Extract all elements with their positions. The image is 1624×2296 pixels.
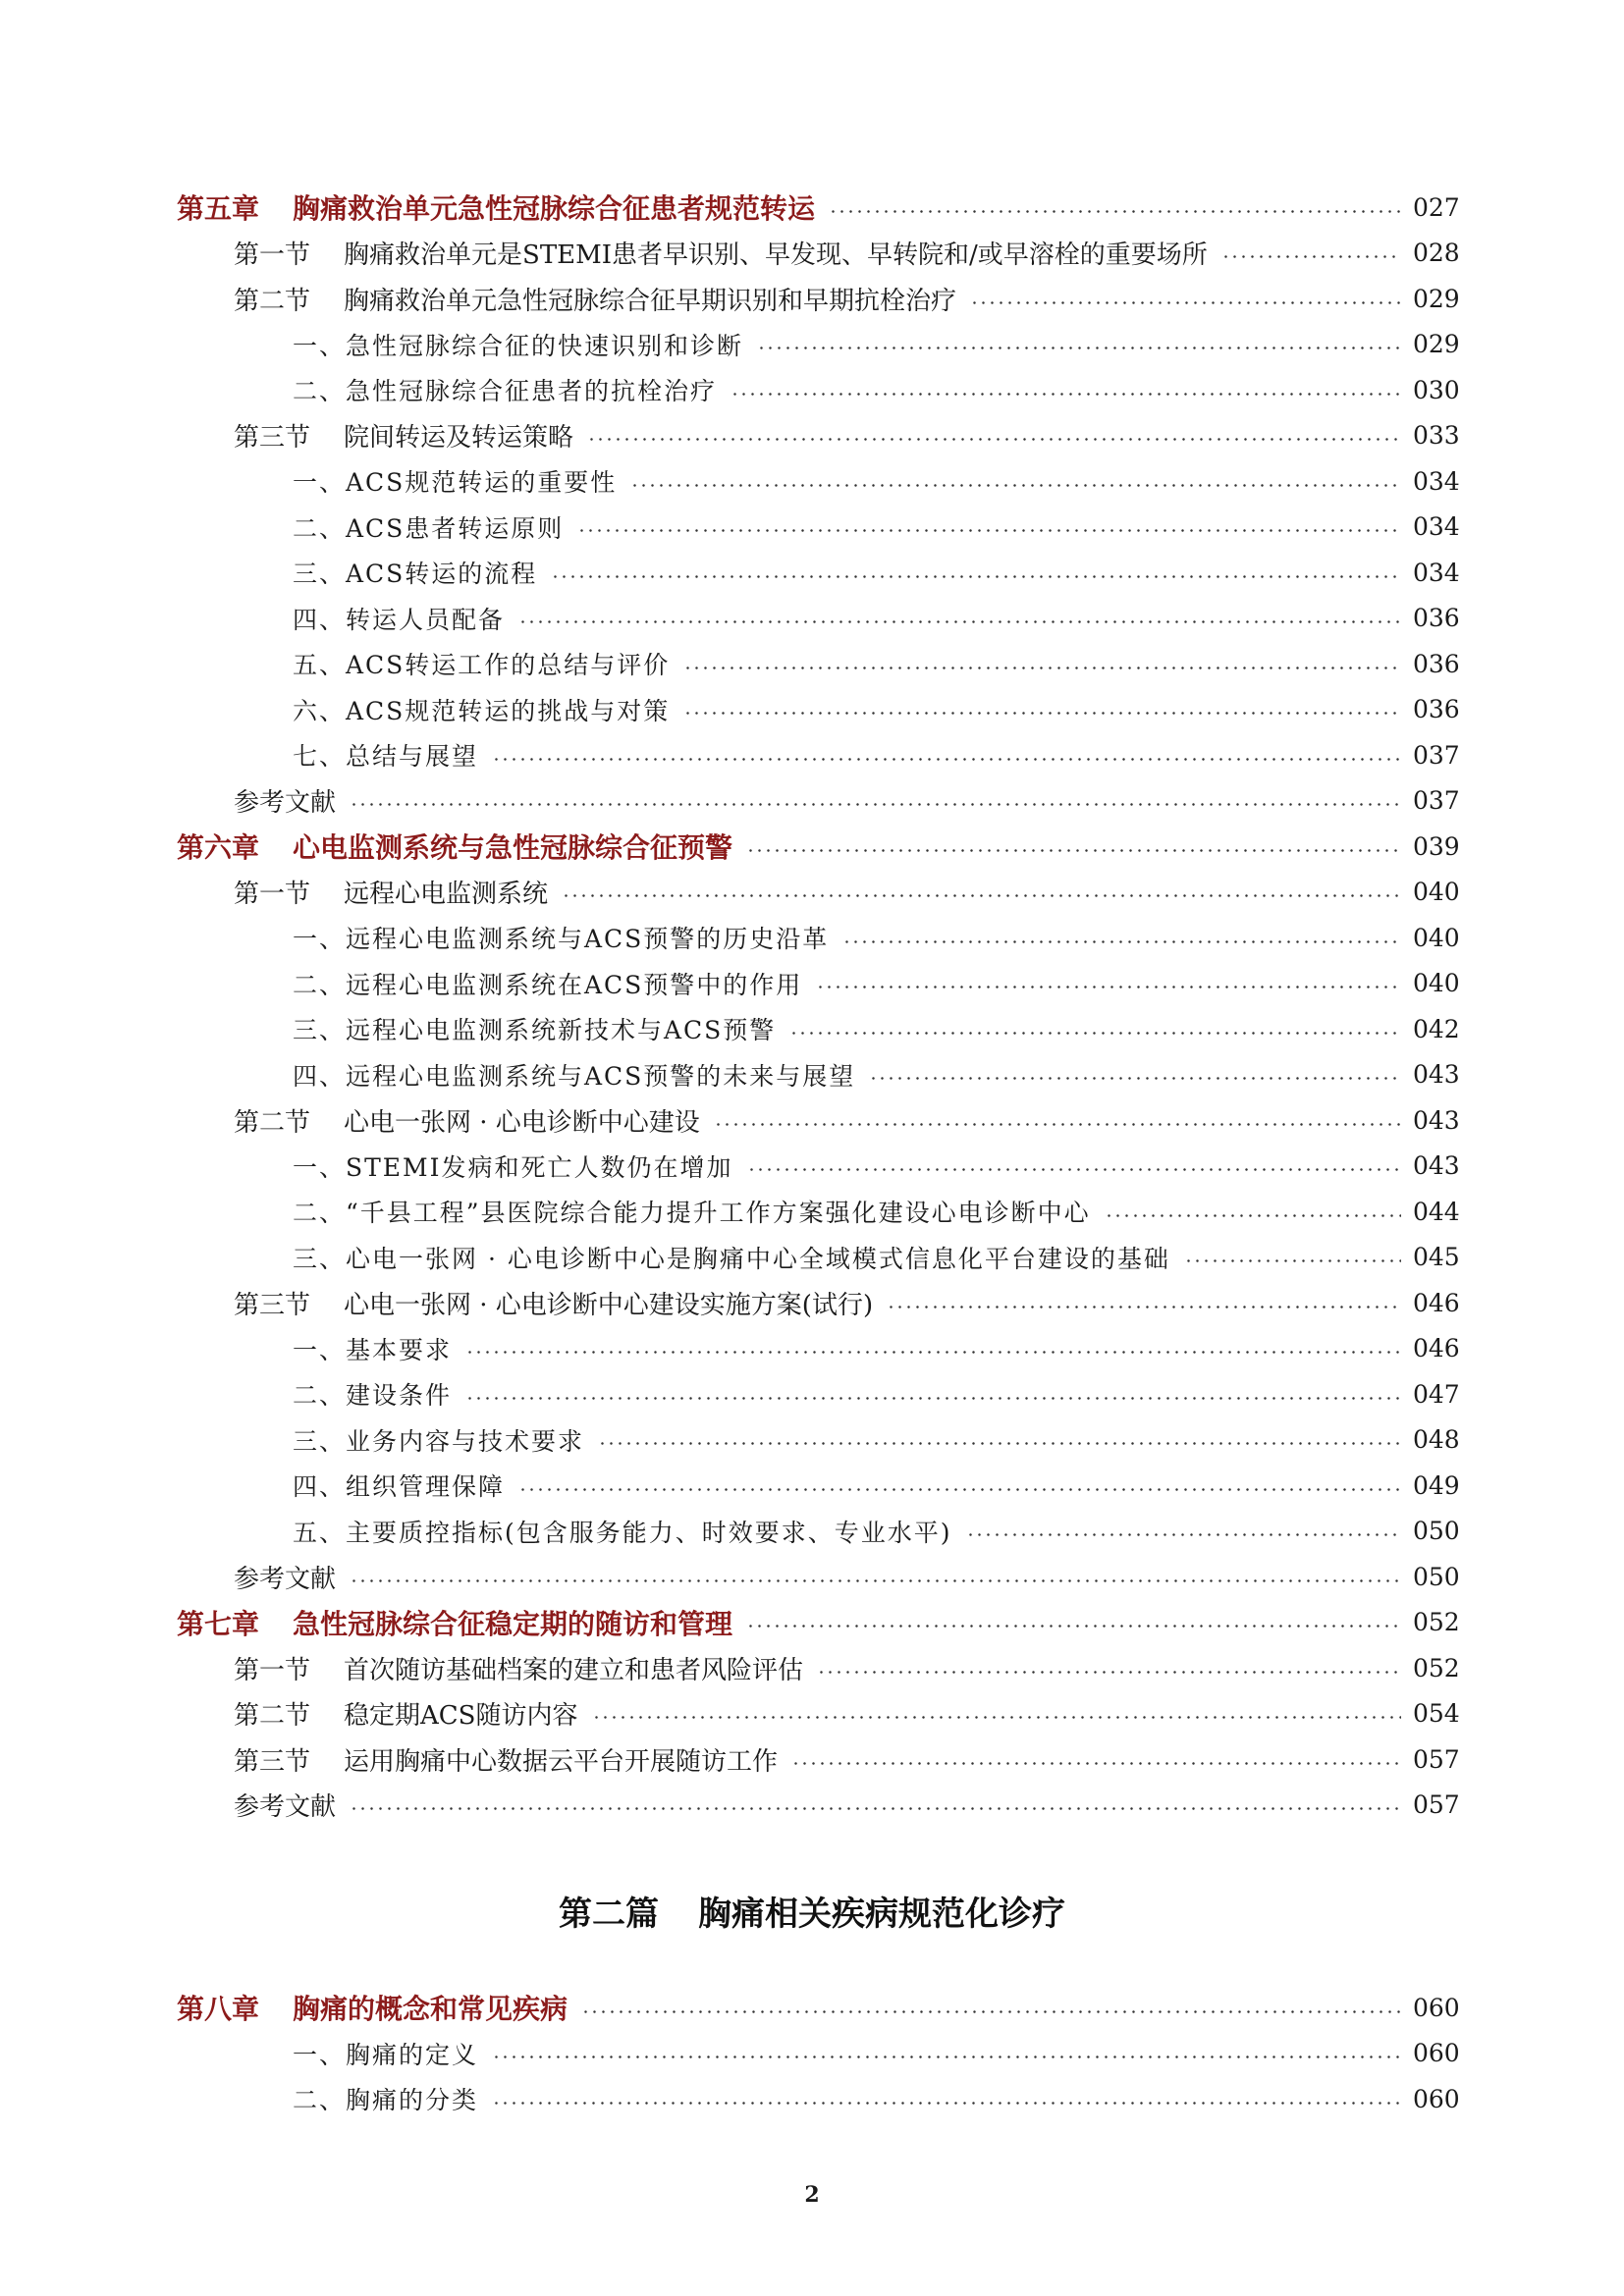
chapter-title: 胸痛的概念和常见疾病 (293, 1993, 568, 2026)
subsection-title: 二、胸痛的分类 (293, 2086, 479, 2115)
subsection-title: 一、ACS规范转运的重要性 (293, 468, 618, 498)
toc-subsection[interactable] (177, 2031, 1458, 2077)
leader-dots (518, 1488, 1401, 1491)
leader-dots (1184, 1259, 1401, 1262)
section-number: 第二节 (234, 1107, 311, 1138)
page-number: 060 (1413, 2084, 1460, 2113)
toc-subsection[interactable] (177, 550, 1458, 596)
toc-chapter[interactable] (177, 824, 1458, 870)
toc-subsection[interactable] (177, 1326, 1458, 1372)
page-number: 037 (1413, 786, 1460, 816)
toc-subsection[interactable] (177, 1189, 1458, 1235)
subsection-title: 二、ACS患者转运原则 (293, 513, 565, 543)
page-number: 044 (1413, 1197, 1460, 1226)
toc-subsection[interactable] (177, 915, 1458, 961)
part-title: 胸痛相关疾病规范化诊疗 (698, 1895, 1065, 1934)
leader-dots (587, 438, 1401, 441)
page-number: 040 (1413, 878, 1460, 907)
page-number: 027 (1413, 192, 1460, 222)
leader-dots (746, 849, 1401, 852)
leader-dots (551, 575, 1401, 578)
subsection-title: 三、远程心电监测系统新技术与ACS预警 (293, 1016, 777, 1045)
page-number: 046 (1413, 1334, 1460, 1363)
page-number: 054 (1413, 1699, 1460, 1729)
section-title: 远程心电监测系统 (344, 880, 549, 910)
toc-references[interactable] (177, 1554, 1458, 1600)
toc-subsection[interactable] (177, 687, 1458, 733)
section-title: 稳定期ACS随访内容 (344, 1701, 578, 1732)
page-number: 043 (1413, 1060, 1460, 1090)
toc-subsection[interactable] (177, 1463, 1458, 1509)
subsection-title: 三、心电一张网 · 心电诊断中心是胸痛中心全域模式信息化平台建设的基础 (293, 1244, 1170, 1273)
page-number: 049 (1413, 1470, 1460, 1500)
leader-dots (492, 758, 1401, 761)
leader-dots (714, 1123, 1401, 1126)
leader-dots (492, 2056, 1401, 2058)
chapter-number: 第五章 (177, 192, 260, 226)
toc-subsection[interactable] (177, 732, 1458, 778)
subsection-title: 三、ACS转运的流程 (293, 560, 538, 589)
subsection-title: 二、建设条件 (293, 1381, 453, 1411)
page-number: 036 (1413, 649, 1460, 678)
toc-subsection[interactable] (177, 1509, 1458, 1555)
toc-chapter[interactable] (177, 1600, 1458, 1646)
leader-dots (747, 1168, 1401, 1171)
page-number: 037 (1413, 740, 1460, 770)
toc-subsection[interactable] (177, 1144, 1458, 1190)
leader-dots (757, 347, 1401, 349)
leader-dots (465, 1351, 1401, 1354)
toc-section[interactable] (177, 1097, 1458, 1144)
leader-dots (350, 803, 1401, 806)
leader-dots (630, 484, 1401, 487)
page-number: 030 (1413, 375, 1460, 404)
toc-subsection[interactable] (177, 1052, 1458, 1098)
leader-dots (492, 2102, 1401, 2105)
chapter-title: 心电监测系统与急性冠脉综合征预警 (293, 831, 733, 865)
page-number: 034 (1413, 558, 1460, 587)
section-number: 第三节 (234, 423, 311, 454)
leader-dots (869, 1077, 1401, 1080)
part-heading (0, 1887, 1624, 1935)
leader-dots (581, 2010, 1401, 2013)
toc-list-part2 (177, 1985, 1458, 2122)
subsection-title: 一、STEMI发病和死亡人数仍在增加 (293, 1152, 733, 1182)
leader-dots (465, 1397, 1401, 1400)
subsection-title: 五、ACS转运工作的总结与评价 (293, 651, 671, 680)
page-number: 052 (1413, 1608, 1460, 1637)
page-number: 036 (1413, 695, 1460, 724)
section-title: 心电一张网 · 心电诊断中心建设实施方案(试行) (344, 1290, 874, 1320)
section-title: 胸痛救治单元急性冠脉综合征早期识别和早期抗栓治疗 (344, 286, 957, 316)
toc-subsection[interactable] (177, 961, 1458, 1007)
toc-chapter[interactable] (177, 1985, 1458, 2031)
section-number: 第一节 (234, 1655, 311, 1685)
toc-section[interactable] (177, 1280, 1458, 1326)
page-number: 050 (1413, 1517, 1460, 1546)
subsection-title: 二、“千县工程”县医院综合能力提升工作方案强化建设心电诊断中心 (293, 1199, 1091, 1228)
leader-dots (842, 940, 1401, 943)
subsection-title: 四、转运人员配备 (293, 605, 506, 634)
subsection-title: 一、胸痛的定义 (293, 2040, 479, 2069)
section-number: 第三节 (234, 1290, 311, 1320)
leader-dots (887, 1306, 1401, 1308)
page-number: 034 (1413, 466, 1460, 496)
page-number: 036 (1413, 604, 1460, 633)
page-number: 043 (1413, 1151, 1460, 1181)
page-number: 033 (1413, 421, 1460, 451)
page-number: 048 (1413, 1425, 1460, 1455)
subsection-title: 二、急性冠脉综合征患者的抗栓治疗 (293, 377, 718, 406)
page-number: 028 (1413, 239, 1460, 268)
chapter-title: 胸痛救治单元急性冠脉综合征患者规范转运 (293, 192, 816, 226)
toc-references[interactable] (177, 1783, 1458, 1829)
page-number: 050 (1413, 1562, 1460, 1591)
toc-subsection[interactable] (177, 1235, 1458, 1281)
section-title: 运用胸痛中心数据云平台开展随访工作 (344, 1746, 779, 1777)
chapter-number: 第七章 (177, 1607, 260, 1640)
page-number: 057 (1413, 1744, 1460, 1774)
section-title: 心电一张网 · 心电诊断中心建设 (344, 1107, 700, 1138)
subsection-title: 六、ACS规范转运的挑战与对策 (293, 696, 671, 725)
subsection-title: 二、远程心电监测系统在ACS预警中的作用 (293, 970, 803, 999)
leader-dots (1105, 1214, 1401, 1217)
leader-dots (562, 894, 1401, 897)
leader-dots (577, 529, 1401, 532)
section-number: 第二节 (234, 1701, 311, 1732)
leader-dots (829, 210, 1401, 213)
leader-dots (350, 1807, 1401, 1810)
leader-dots (816, 986, 1401, 988)
toc-subsection[interactable] (177, 2076, 1458, 2122)
toc-chapter[interactable] (177, 185, 1458, 231)
toc-section[interactable] (177, 276, 1458, 322)
subsection-title: 一、基本要求 (293, 1335, 453, 1364)
leader-dots (746, 1625, 1401, 1628)
page-number: 029 (1413, 330, 1460, 359)
page-number: 060 (1413, 2039, 1460, 2068)
chapter-title: 急性冠脉综合征稳定期的随访和管理 (293, 1607, 733, 1640)
toc-subsection[interactable] (177, 1006, 1458, 1052)
toc-section[interactable] (177, 231, 1458, 277)
references-title: 参考文献 (234, 1564, 337, 1594)
toc-subsection[interactable] (177, 641, 1458, 687)
page-number: 040 (1413, 969, 1460, 998)
page-number: 045 (1413, 1243, 1460, 1272)
page-number: 046 (1413, 1288, 1460, 1317)
toc-section[interactable] (177, 1736, 1458, 1783)
toc-subsection[interactable] (177, 1371, 1458, 1417)
toc-subsection[interactable] (177, 505, 1458, 551)
subsection-title: 一、远程心电监测系统与ACS预警的历史沿革 (293, 925, 830, 954)
leader-dots (791, 1762, 1401, 1765)
leader-dots (817, 1671, 1401, 1674)
page-number: 052 (1413, 1653, 1460, 1682)
toc-subsection[interactable] (177, 1417, 1458, 1464)
leader-dots (350, 1579, 1401, 1582)
leader-dots (518, 620, 1401, 623)
page-number: 057 (1413, 1790, 1460, 1820)
toc-subsection[interactable] (177, 367, 1458, 413)
section-number: 第三节 (234, 1746, 311, 1777)
section-title: 胸痛救治单元是STEMI患者早识别、早发现、早转院和/或早溶栓的重要场所 (344, 240, 1208, 271)
toc-subsection[interactable] (177, 458, 1458, 505)
page-number: 042 (1413, 1014, 1460, 1043)
section-title: 首次随访基础档案的建立和患者风险评估 (344, 1655, 804, 1685)
subsection-title: 七、总结与展望 (293, 742, 479, 772)
leader-dots (731, 393, 1401, 396)
leader-dots (970, 301, 1401, 304)
subsection-title: 四、组织管理保障 (293, 1472, 506, 1502)
page-number: 034 (1413, 512, 1460, 542)
page-number: 043 (1413, 1105, 1460, 1135)
references-title: 参考文献 (234, 788, 337, 819)
section-number: 第一节 (234, 240, 311, 271)
toc-section[interactable] (177, 1645, 1458, 1691)
leader-dots (592, 1716, 1402, 1719)
subsection-title: 三、业务内容与技术要求 (293, 1426, 585, 1456)
page-number: 040 (1413, 923, 1460, 952)
section-number: 第二节 (234, 286, 311, 316)
toc-references[interactable] (177, 778, 1458, 825)
leader-dots (683, 667, 1401, 669)
subsection-title: 一、急性冠脉综合征的快速识别和诊断 (293, 331, 744, 360)
page-number: 047 (1413, 1379, 1460, 1409)
leader-dots (966, 1533, 1401, 1536)
section-title: 院间转运及转运策略 (344, 423, 574, 454)
section-number: 第一节 (234, 880, 311, 910)
subsection-title: 五、主要质控指标(包含服务能力、时效要求、专业水平) (293, 1518, 952, 1547)
page-number: 039 (1413, 831, 1460, 861)
page-number: 029 (1413, 284, 1460, 313)
page-number: 060 (1413, 1993, 1460, 2022)
chapter-number: 第六章 (177, 831, 260, 865)
chapter-number: 第八章 (177, 1993, 260, 2026)
leader-dots (598, 1442, 1401, 1445)
toc-section[interactable] (177, 870, 1458, 916)
part-number: 第二篇 (559, 1895, 659, 1934)
toc-section[interactable] (177, 413, 1458, 459)
toc-subsection[interactable] (177, 322, 1458, 368)
toc-section[interactable] (177, 1691, 1458, 1737)
page-folio: 2 (804, 2182, 820, 2208)
leader-dots (683, 712, 1401, 715)
leader-dots (1221, 255, 1401, 258)
references-title: 参考文献 (234, 1792, 337, 1823)
toc-subsection[interactable] (177, 596, 1458, 642)
subsection-title: 四、远程心电监测系统与ACS预警的未来与展望 (293, 1061, 856, 1091)
leader-dots (789, 1032, 1401, 1035)
toc-list-part1 (177, 185, 1458, 1828)
